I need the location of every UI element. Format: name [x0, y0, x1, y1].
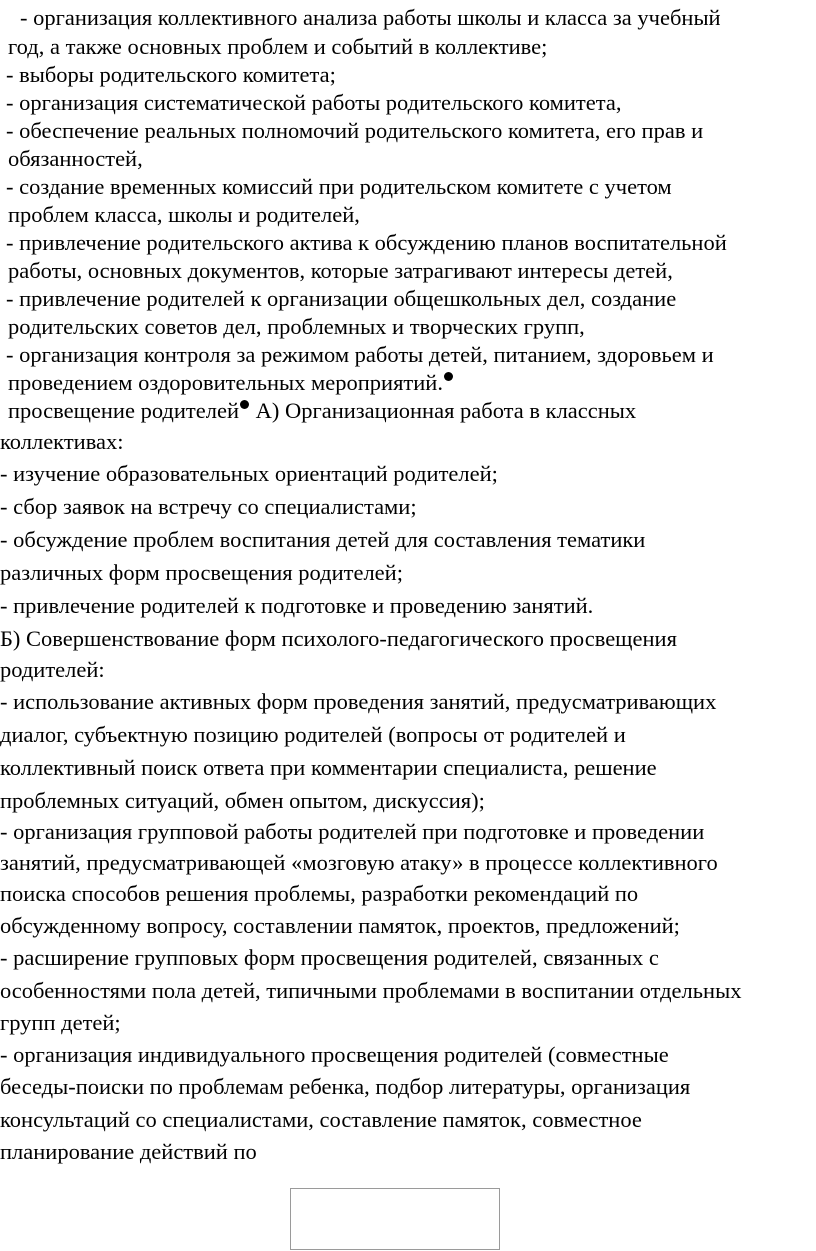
text-line [0, 1106, 642, 1134]
line-text: обсужденному вопросу, составлении памяток, проектов, предложений; [0, 913, 680, 938]
empty-frame [290, 1188, 500, 1250]
line-text: занятий, предусматривающей «мозговую атаку» в процессе коллективного [0, 850, 718, 875]
line-text: диалог, субъектную позицию родителей (вопросы от родителей и [0, 722, 626, 747]
line-text: - обеспечение реальных полномочий родительского комитета, его прав и [6, 118, 704, 143]
line-text: просвещение родителей [8, 398, 239, 423]
text-line [0, 559, 403, 587]
line-text-after: А) Организационная работа в классных [250, 398, 637, 423]
text-line [6, 229, 727, 257]
text-line [6, 117, 703, 145]
line-text: проблем класса, школы и родителей, [8, 202, 360, 227]
line-text: работы, основных документов, которые затрагивают интересы детей, [8, 258, 673, 283]
line-text: - привлечение родительского актива к обсуждению планов воспитательной [6, 230, 727, 255]
text-line [20, 4, 721, 32]
line-text: коллективный поиск ответа при комментарии специалиста, решение [0, 755, 657, 780]
line-text: - изучение образовательных ориентаций родителей; [0, 461, 498, 486]
text-line [0, 849, 718, 877]
line-text: - организация систематической работы родительского комитета, [6, 90, 622, 115]
line-text: - создание временных комиссий при родительском комитете с учетом [6, 174, 672, 199]
line-text: коллективах: [0, 429, 124, 454]
text-line [0, 880, 638, 908]
text-line [0, 1009, 121, 1037]
line-text: - сбор заявок на встречу со специалистами; [0, 494, 417, 519]
line-text: проблемных ситуаций, обмен опытом, дискуссия); [0, 788, 485, 813]
line-text: беседы-поиски по проблемам ребенка, подбор литературы, организация [0, 1074, 691, 1099]
line-text: - расширение групповых форм просвещения родителей, связанных с [0, 945, 659, 970]
text-line [0, 721, 626, 749]
line-text: обязанностей, [8, 146, 143, 171]
text-line [8, 201, 360, 229]
text-line [0, 912, 680, 940]
line-text: - организация индивидуального просвещения родителей (совместные [0, 1042, 669, 1067]
text-line [8, 257, 673, 285]
line-text: планирование действий по [0, 1139, 257, 1164]
text-line [0, 818, 704, 846]
line-text: родителей: [0, 657, 105, 682]
text-line [6, 285, 676, 313]
text-line [0, 1138, 257, 1166]
text-line [0, 625, 677, 653]
bullet-dot-icon [240, 400, 249, 409]
line-text: - привлечение родителей к подготовке и проведению занятий. [0, 593, 594, 618]
text-line [0, 754, 657, 782]
text-line [6, 341, 714, 369]
text-line [0, 526, 645, 554]
text-line [8, 33, 547, 61]
text-line [0, 787, 485, 815]
text-line [0, 493, 417, 521]
line-text: год, а также основных проблем и событий в коллективе; [8, 34, 548, 59]
text-line [8, 145, 143, 173]
line-text: - организация коллективного анализа работы школы и класса за учебный [20, 5, 721, 30]
line-text: групп детей; [0, 1010, 121, 1035]
line-text: консультаций со специалистами, составление памяток, совместное [0, 1107, 642, 1132]
line-text: Б) Совершенствование форм психолого-педагогического просвещения [0, 626, 677, 651]
line-text: родительских советов дел, проблемных и творческих групп, [8, 314, 585, 339]
line-text: - организация контроля за режимом работы детей, питанием, здоровьем и [6, 342, 714, 367]
text-line [0, 944, 659, 972]
text-line [0, 592, 593, 620]
text-line [0, 460, 498, 488]
line-text: - обсуждение проблем воспитания детей для составления тематики [0, 527, 646, 552]
text-line [0, 428, 124, 456]
text-line [0, 977, 741, 1005]
line-text: поиска способов решения проблемы, разработки рекомендаций по [0, 881, 639, 906]
text-line [8, 397, 636, 425]
text-line [6, 89, 621, 117]
text-line [0, 1041, 669, 1069]
text-line [8, 313, 585, 341]
line-text: - использование активных форм проведения занятий, предусматривающих [0, 689, 717, 714]
text-line [6, 61, 336, 89]
text-line [0, 656, 105, 684]
line-text: - привлечение родителей к организации общешкольных дел, создание [6, 286, 677, 311]
text-line [0, 1073, 690, 1101]
bullet-dot-icon [444, 372, 453, 381]
line-text: - организация групповой работы родителей при подготовке и проведении [0, 819, 705, 844]
line-text: проведением оздоровительных мероприятий. [8, 370, 443, 395]
text-line [0, 688, 716, 716]
text-line [6, 173, 672, 201]
line-text: - выборы родительского комитета; [6, 62, 336, 87]
line-text: различных форм просвещения родителей; [0, 560, 403, 585]
line-text: особенностями пола детей, типичными проблемами в воспитании отдельных [0, 978, 742, 1003]
text-line [8, 369, 454, 397]
